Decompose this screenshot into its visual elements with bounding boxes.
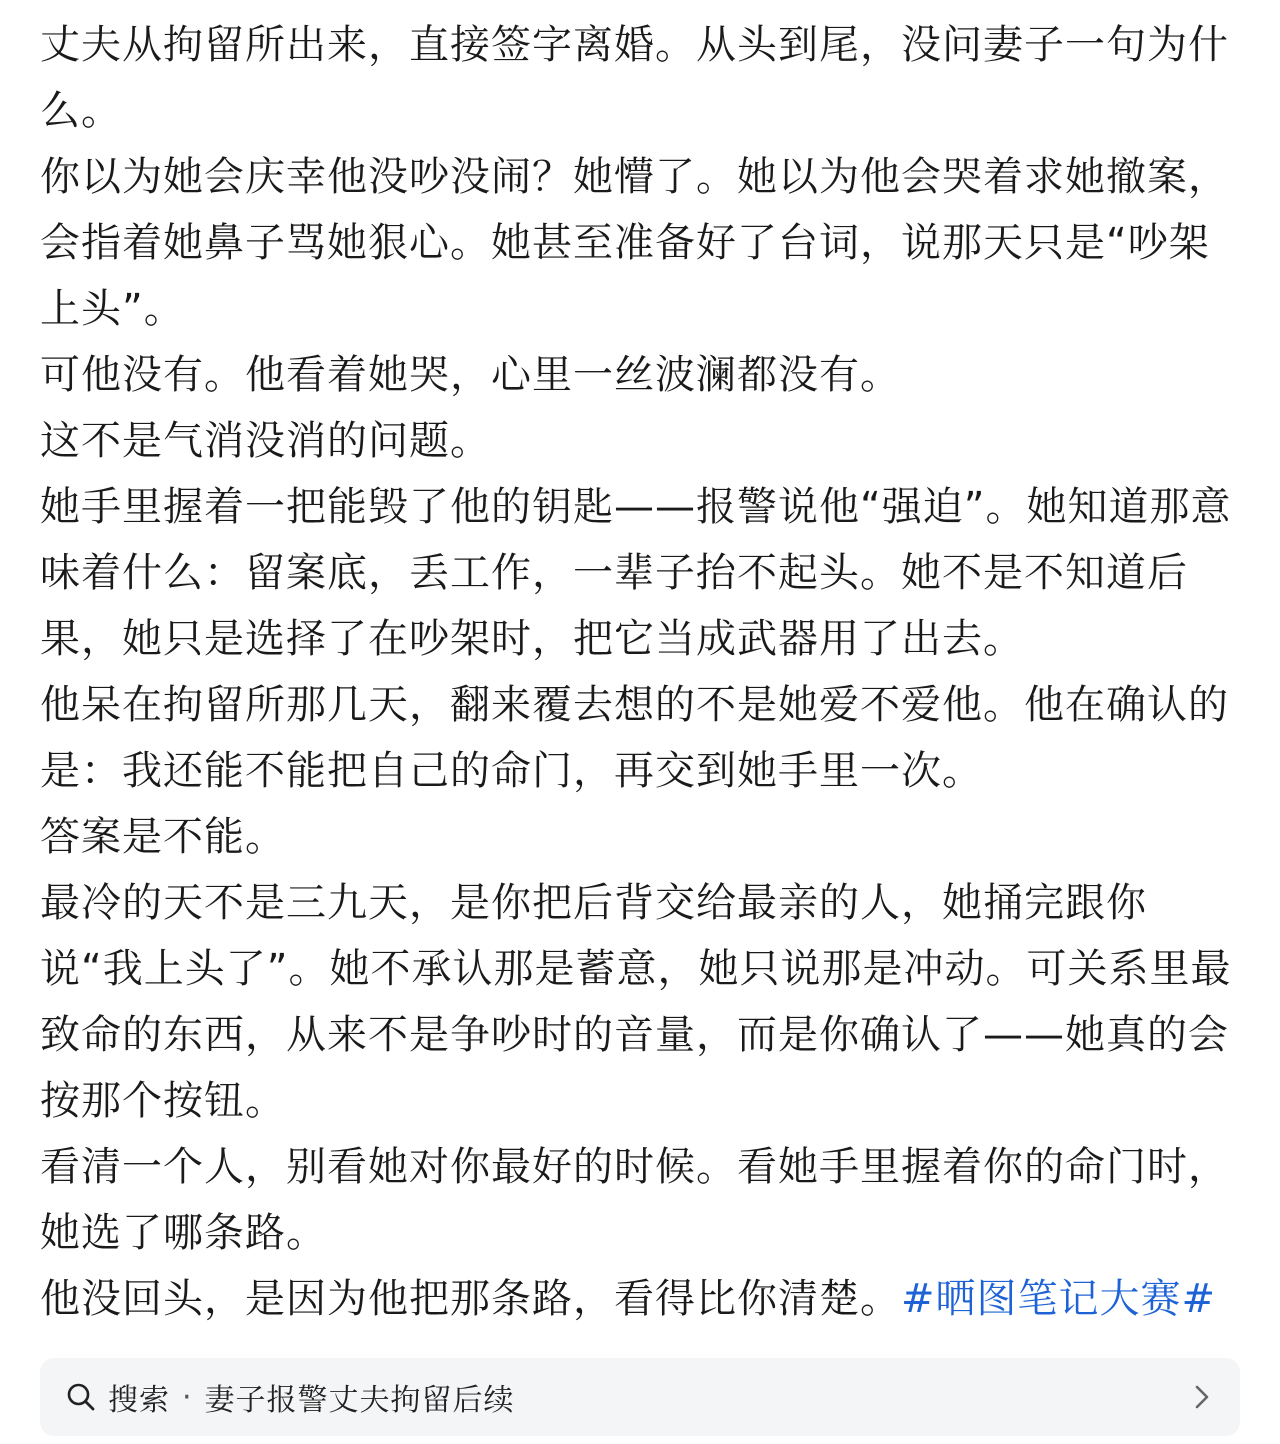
- paragraph-10: [40, 1266, 1240, 1332]
- paragraph-10-text: 他没回头，是因为他把那条路，看得比你清楚。: [40, 1276, 901, 1322]
- related-search-bar[interactable]: [40, 1358, 1240, 1436]
- paragraph-9: 看清一个人，别看她对你最好的时候。看她手里握着你的命门时，她选了哪条路。: [40, 1144, 1229, 1256]
- search-icon: [64, 1380, 98, 1414]
- hashtag-link[interactable]: #晒图笔记大赛#: [901, 1276, 1217, 1322]
- paragraph-1: 丈夫从拘留所出来，直接签字离婚。从头到尾，没问妻子一句为什么。: [40, 22, 1229, 134]
- paragraph-8: 最冷的天不是三九天，是你把后背交给最亲的人，她捅完跟你说“我上头了”。她不承认那是蓄意，她只说那是冲动。可关系里最致命的东西，从来不是争吵时的音量，而是你确认了——她真的会按那个按钮。: [40, 880, 1232, 1124]
- article-body: [40, 12, 1240, 1332]
- search-text: [108, 1375, 515, 1419]
- paragraph-5: 她手里握着一把能毁了他的钥匙——报警说他“强迫”。她知道那意味着什么：留案底，丢工作，一辈子抬不起头。她不是不知道后果，她只是选择了在吵架时，把它当成武器用了出去。: [40, 484, 1232, 662]
- paragraph-6: 他呆在拘留所那几天，翻来覆去想的不是她爱不爱他。他在确认的是：我还能不能把自己的命门，再交到她手里一次。: [40, 682, 1229, 794]
- paragraph-2: 你以为她会庆幸他没吵没闹？她懵了。她以为他会哭着求她撤案，会指着她鼻子骂她狠心。她甚至准备好了台词，说那天只是“吵架上头”。: [40, 154, 1229, 332]
- search-prefix: 搜索: [108, 1383, 170, 1418]
- paragraph-7: 答案是不能。: [40, 814, 286, 860]
- paragraph-4: 这不是气消没消的问题。: [40, 418, 491, 464]
- search-query: 妻子报警丈夫拘留后续: [204, 1383, 515, 1418]
- search-separator: ·: [182, 1379, 193, 1415]
- chevron-right-icon: [1188, 1383, 1216, 1411]
- paragraph-3: 可他没有。他看着她哭，心里一丝波澜都没有。: [40, 352, 901, 398]
